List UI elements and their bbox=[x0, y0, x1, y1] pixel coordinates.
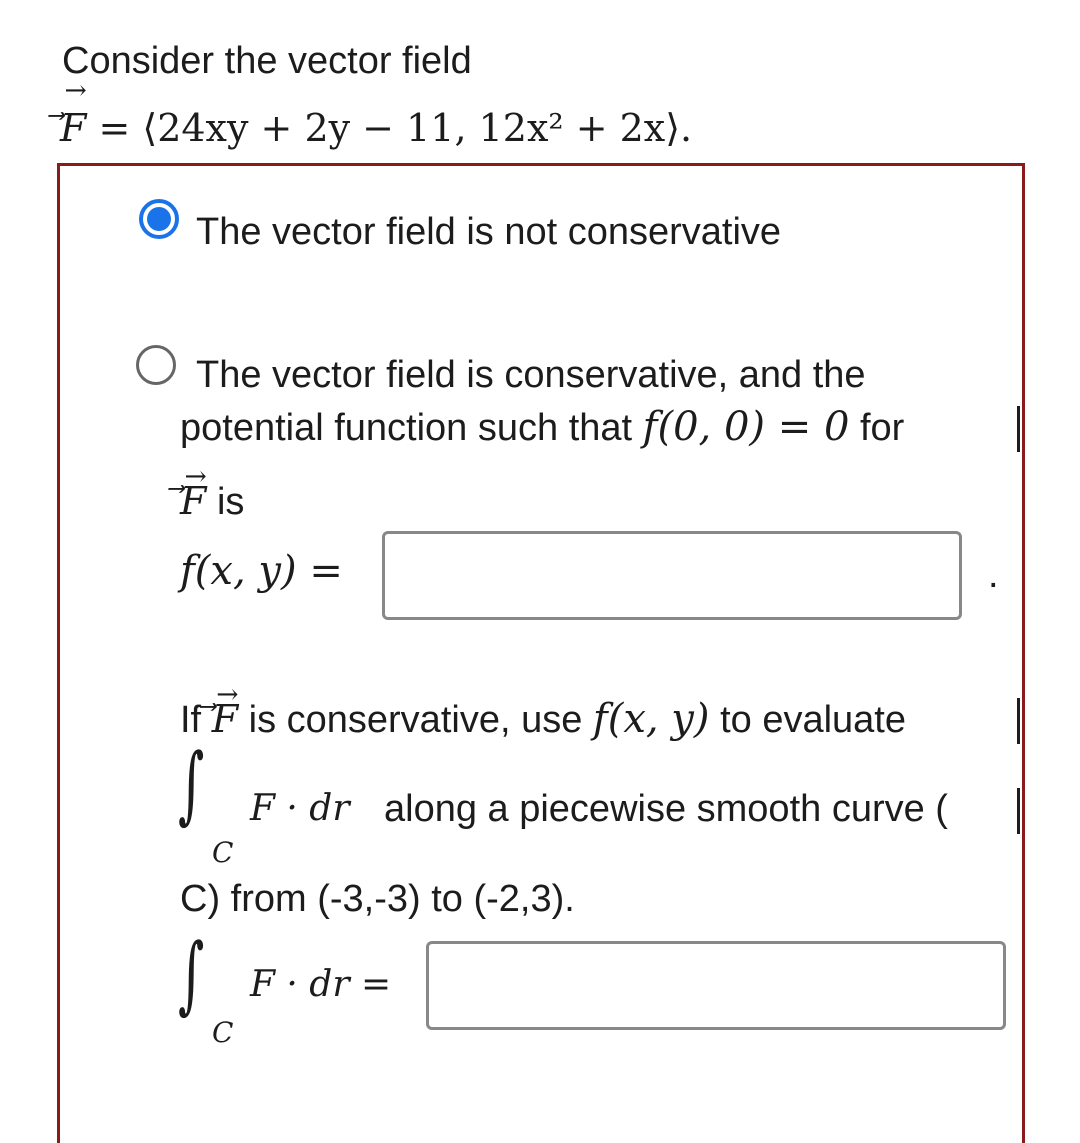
option-conservative-label-line3: → ⃗ F is bbox=[180, 478, 244, 525]
integral-result-lhs: F · dr = bbox=[250, 964, 392, 1005]
option-conservative-label-line2: potential function such that f(0, 0) = 0 for bbox=[180, 404, 905, 450]
integral-value-input[interactable] bbox=[426, 941, 1006, 1030]
overflow-edge-marker-2 bbox=[1017, 698, 1020, 744]
vector-F-symbol: → ⃗ F bbox=[60, 92, 86, 164]
radio-not-conservative[interactable] bbox=[139, 199, 179, 239]
radio-conservative[interactable] bbox=[136, 345, 176, 385]
integral-sign: ∫ bbox=[178, 735, 205, 833]
integrand-expression: F · dr bbox=[250, 788, 350, 829]
integral-subscript-c-result: C bbox=[212, 1016, 234, 1049]
evaluate-instruction-line2: along a piecewise smooth curve ( bbox=[384, 788, 948, 830]
potential-trailing-period: . bbox=[988, 554, 999, 596]
evaluate-instruction-line3: C) from (-3,-3) to (-2,3). bbox=[180, 878, 575, 920]
evaluate-instruction-line1: If → ⃗ F is conservative, use f(x, y) to evaluate bbox=[180, 696, 906, 743]
vector-field-expression: ⟨24xy + 2y − 11, 12x² + 2x⟩. bbox=[142, 106, 693, 150]
option-conservative-label-line1[interactable]: The vector field is conservative, and the bbox=[196, 354, 866, 396]
potential-function-input[interactable] bbox=[382, 531, 962, 620]
option-not-conservative-label[interactable]: The vector field is not conservative bbox=[196, 211, 782, 253]
vector-field-definition: → ⃗ F = ⟨24xy + 2y − 11, 12x² + 2x⟩. bbox=[60, 92, 692, 164]
overflow-edge-marker-3 bbox=[1017, 788, 1020, 834]
integral-sign-result: ∫ bbox=[178, 925, 205, 1023]
potential-function-lhs: f(x, y) = bbox=[180, 548, 343, 594]
question-prompt: Consider the vector field bbox=[62, 40, 472, 82]
integral-subscript-c: C bbox=[212, 836, 234, 869]
overflow-edge-marker bbox=[1017, 406, 1020, 452]
